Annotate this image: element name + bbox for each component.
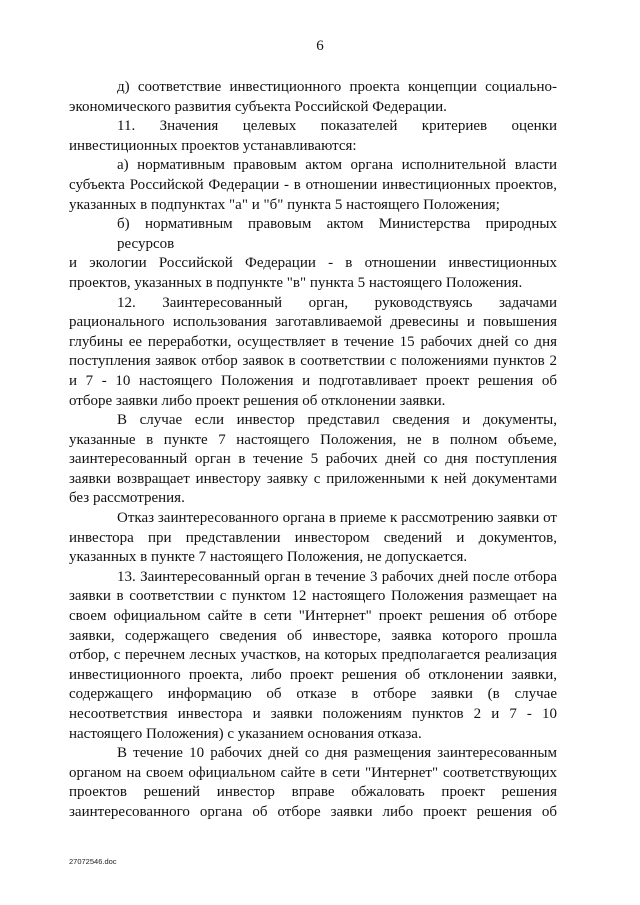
text-line: субъекта Российской Федерации - в отношении инвестиционных проектов, xyxy=(69,176,557,193)
text-line: заявки, содержащего сведения об инвесторе, заявка которого прошла xyxy=(69,627,557,644)
text-line: заинтересованного органа об отборе заявки либо проект решения об xyxy=(69,803,557,820)
text-line: глубины ее переработки, осуществляет в течение 15 рабочих дней со дня xyxy=(69,333,557,350)
text-line: указанных в подпунктах "а" и "б" пункта 5 настоящего Положения; xyxy=(69,196,500,213)
document-body xyxy=(69,78,557,823)
paragraph xyxy=(69,294,557,412)
text-line: своем официальном сайте в сети "Интернет" проект решения об отборе xyxy=(69,608,557,625)
text-line: и 7 - 10 настоящего Положения и подготавливает проект решения об xyxy=(69,372,557,389)
text-line: заявки в соответствии с пунктом 12 настоящего Положения размещает на xyxy=(69,588,557,605)
paragraph xyxy=(69,215,557,293)
text-line: В случае если инвестор представил сведения и документы, xyxy=(117,412,557,429)
text-line: и экологии Российской Федерации - в отношении инвестиционных xyxy=(69,255,557,272)
paragraph xyxy=(69,744,557,822)
text-line: указанных в пункте 7 настоящего Положения, не допускается. xyxy=(69,549,468,566)
text-line: а) нормативным правовым актом органа исполнительной власти xyxy=(117,157,557,174)
text-line: б) нормативным правовым актом Министерства природных ресурсов xyxy=(117,216,557,252)
paragraph xyxy=(69,156,557,215)
text-line: В течение 10 рабочих дней со дня размещения заинтересованным xyxy=(117,745,557,762)
page-number: 6 xyxy=(316,38,324,54)
paragraph xyxy=(69,509,557,568)
paragraph xyxy=(69,117,557,156)
text-line: инвестора при представлении инвестором сведений и документов, xyxy=(69,529,557,546)
paragraph xyxy=(69,568,557,744)
text-line: отбор, с перечнем лесных участков, на которых предполагается реализация xyxy=(69,647,557,664)
text-line: проектов решений инвестор вправе обжаловать проект решения xyxy=(69,784,557,801)
text-line: 12. Заинтересованный орган, руководствуясь задачами xyxy=(117,294,557,311)
text-line: Отказ заинтересованного органа в приеме к рассмотрению заявки от xyxy=(117,510,557,527)
text-line: 11. Значения целевых показателей критериев оценки xyxy=(117,118,557,135)
paragraph xyxy=(69,411,557,509)
paragraph xyxy=(69,78,557,117)
text-line: заинтересованный орган в течение 5 рабочих дней со дня поступления xyxy=(69,451,557,468)
text-line: отборе заявки либо проект решения об отклонении заявки. xyxy=(69,392,446,409)
text-line: указанные в пункте 7 настоящего Положения, не в полном объеме, xyxy=(69,431,557,448)
text-line: без рассмотрения. xyxy=(69,490,185,507)
text-line: инвестиционного проекта, либо проект решения об отклонении заявки, xyxy=(69,666,557,683)
text-line: проектов, указанных в подпункте "в" пункта 5 настоящего Положения. xyxy=(69,274,523,291)
text-line: заявки возвращает инвестору заявку с приложенными к ней документами xyxy=(69,470,557,487)
text-line: экономического развития субъекта Российской Федерации. xyxy=(69,98,447,115)
text-line: рационального использования заготавливаемой древесины и повышения xyxy=(69,314,557,331)
text-line: несоответствия инвестора и заявки положениям пунктов 2 и 7 - 10 xyxy=(69,706,557,722)
text-line: инвестиционных проектов устанавливаются: xyxy=(69,137,357,154)
text-line: д) соответствие инвестиционного проекта концепции социально- xyxy=(117,79,557,95)
file-name-footer: 27072546.doc xyxy=(69,857,117,866)
text-line: поступления заявок отбор заявок в соответствии с положениями пунктов 2 xyxy=(69,353,557,370)
text-line: 13. Заинтересованный орган в течение 3 рабочих дней после отбора xyxy=(117,568,557,585)
text-line: органом на своем официальном сайте в сети "Интернет" соответствующих xyxy=(69,764,557,781)
text-line: содержащего информацию об отказе в отборе заявки (в случае xyxy=(69,686,557,703)
text-line: настоящего Положения) с указанием основания отказа. xyxy=(69,725,422,742)
